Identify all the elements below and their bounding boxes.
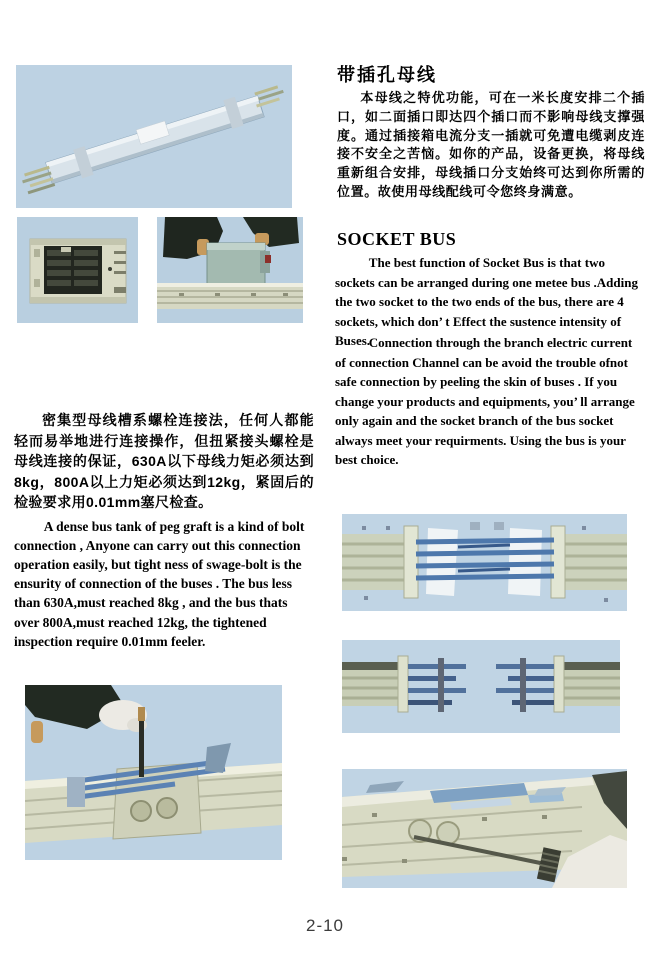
socket-panel-illustration <box>17 217 138 323</box>
en-section-heading: SOCKET BUS <box>337 228 457 249</box>
plug-in-box-installation-photo <box>157 217 303 323</box>
right-en-paragraph-2: Connection through the branch electric current of connection Channel can be avoid the trouble ofnot safe connection by peeling the skin of buses . If you change your products and equipments, you’ ll arrange only again and the socket branch of the bus socket always meet your requirments. Using the bus is your best choice. <box>335 335 635 467</box>
feeler-gauge-illustration <box>25 685 282 860</box>
busbar-ends-illustration <box>342 640 620 733</box>
busbar-joint-conductors-photo <box>342 514 627 611</box>
right-en-paragraph-1: The best function of Socket Bus is that two sockets can be arranged during one metee bus .Adding the two socket to the two ends of the bus, there are 4 sockets, which don’ t Effect the sustence intensity of Buses. <box>335 255 638 348</box>
zh-section-heading: 带插孔母线 <box>337 64 437 85</box>
feeler-gauge-inspection-photo <box>25 685 282 860</box>
busbar-joint-illustration <box>342 514 627 611</box>
socket-panel-closeup-photo <box>17 217 138 323</box>
right-zh-paragraph: 本母线之特优功能，可在一米长度安排二个插口，如二面插口即达四个插口而不影响母线支撑强度。通过插接箱电流分支一插就可免遭电缆剥皮连接不安全之苦恼。如你的产品，设备更换，将母线重新组合安排，母线插口分支始终可达到你所需的位置。故使用母线配线可令您终身满意。 <box>337 90 645 199</box>
busbar-section-illustration <box>16 65 292 208</box>
wrench-tightening-photo <box>342 769 627 888</box>
wrench-tightening-illustration <box>342 769 627 888</box>
left-zh-paragraph: 密集型母线槽系螺栓连接法，任何人都能轻而易举地进行连接操作，但扭紧接头螺栓是母线连接的保证，630A以下母线力矩必须达到8kg，800A以上力矩必须达到12kg，紧固后的检验要求用0.01mm塞尺检查。 <box>14 412 314 510</box>
plug-in-box-illustration <box>157 217 303 323</box>
busbar-ends-separated-photo <box>342 640 620 733</box>
page-number: 2-10 <box>305 916 345 935</box>
left-en-paragraph: A dense bus tank of peg graft is a kind of bolt connection , Anyone can carry out this connection operation easily, but tight ness of swage-bolt is the ensurity of connection of the buses . The bus less than 630A,must reached 8kg , and the bus thats over 800A,must reached 12kg, the tightened inspection require 0.01mm feeler. <box>14 518 305 649</box>
busbar-section-photo <box>16 65 292 208</box>
